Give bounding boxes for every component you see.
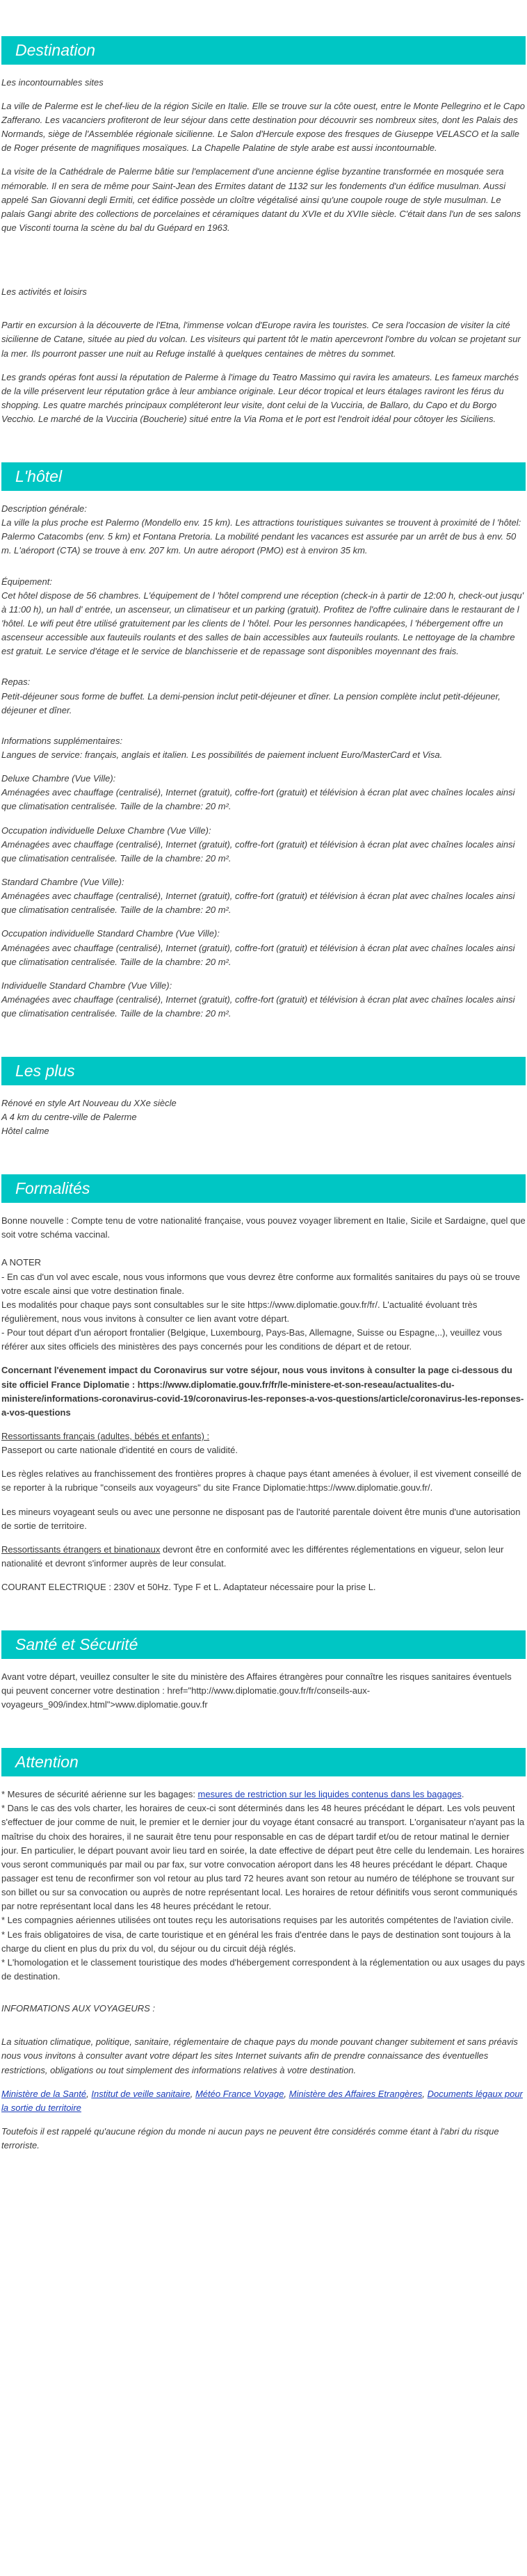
room-name: Occupation individuelle Standard Chambre (Vue Ville): [1, 928, 220, 939]
hotel-equipment-text: Cet hôtel dispose de 56 chambres. L'équipement de l 'hôtel comprend une réception (check-in à partir de 12:00 h, check-out jusqu' à 11:00 h), un hall d' entrée, un ascenseur, un climatiseur et un parking (gratuit). Profitez de l'offre culinaire dans le restaurant de l 'hôtel. Le wifi peut être utilisé gratuitement par les clients de l 'hôtel. Pour les personnes handicapées, l 'hébergement offre un ascenseur accessible aux fauteuils roulants et des salles de bain accessibles aux fauteuils roulants. Le nettoyage de la chambre est gratuit. Le service d'étage et le service de blanchisserie et de repassage sont disponibles moyennant des frais. [1, 590, 524, 657]
sante-text: Avant votre départ, veuillez consulter le site du ministère des Affaires étrangères pour connaître les risques sanitaires éventuels qui peuvent concerner votre destination : href="http://www.diplomatie.gouv.fr/fr/conseils-aux-voyageurs_909/index.html">www.diplomatie.gouv.fr [1, 1671, 512, 1710]
plus-item: Rénové en style Art Nouveau du XXe siècle [1, 1098, 177, 1108]
terrorism-notice: Toutefois il est rappelé qu'aucune région du monde ni aucun pays ne peuvent être considérés comme étant à l'abri du risque terroriste. [1, 2126, 499, 2151]
room-item [1, 875, 526, 917]
note-3: - Pour tout départ d'un aéroport frontalier (Belgique, Luxembourg, Pays-Bas, Allemagne, Suisse ou Espagne,..), veuillez vous référer aux sites officiels des ministères des pays concernés pour les conditions de départ et de retour. [1, 1327, 503, 1352]
room-text: Aménagées avec chauffage (centralisé), Internet (gratuit), coffre-fort (gratuit) et télévision à écran plat avec chaînes locales ainsi que climatisation centralisée. Taille de la chambre: 20 m². [1, 787, 515, 812]
destination-subtitle: Les incontournables sites [1, 76, 104, 88]
bullet-homologation: * L'homologation et le classement touristique des modes d'hébergement correspondent à la réglementation ou aux usages du pays de destination. [1, 1957, 525, 1982]
section-header-sante: Santé et Sécurité [1, 1630, 526, 1659]
electric-current: COURANT ELECTRIQUE : 230V et 50Hz. Type F et L. Adaptateur nécessaire pour la prise L. [1, 1582, 376, 1593]
attention-bullets [1, 1788, 526, 1984]
room-text: Aménagées avec chauffage (centralisé), Internet (gratuit), coffre-fort (gratuit) et télévision à écran plat avec chaînes locales ainsi que climatisation centralisée. Taille de la chambre: 20 m². [1, 994, 515, 1019]
section-header-attention: Attention [1, 1748, 526, 1776]
room-item [1, 979, 526, 1021]
section-header-plus: Les plus [1, 1057, 526, 1085]
hotel-info [1, 734, 526, 762]
hotel-info-text: Langues de service: français, anglais et italien. Les possibilités de paiement incluent Euro/MasterCard et Visa. [1, 750, 443, 760]
bullet-charter: * Dans le cas des vols charter, les horaires de ceux-ci sont déterminés dans les 48 heures précédant le départ. Les vols peuvent s'effectuer de jour comme de nuit, le premier et le dernier jour du voyage étant consacré au transport. L'organisateur n'ayant pas la maîtrise du choix des horaires, il ne saurait être tenu pour responsable en cas de départ tardif et/ou de retour matinal le dernier jour. En particulier, le départ pouvant avoir lieu tard en soirée, la date effective de départ peut être celle du lendemain. Les horaires vous seront communiqués par mail ou par fax, sur votre convocation aéroport dans les 48 heures précédant le départ. Chaque passager est tenu de reconfirmer son vol retour au plus tard 72 heures avant son retour au numéro de téléphone se trouvant sur son billet ou sur sa convocation ou auprès de notre représentant local. Les horaires de retour définitifs vous seront communiqués par notre représentant local dans les 48 heures précédant le retour. [1, 1803, 525, 1912]
french-nationals [1, 1429, 526, 1457]
hotel-description [1, 502, 526, 558]
plus-item: A 4 km du centre-ville de Palerme [1, 1112, 137, 1123]
spacer [1, 245, 526, 285]
room-name: Occupation individuelle Deluxe Chambre (Vue Ville): [1, 825, 211, 836]
formalites-intro: Bonne nouvelle : Compte tenu de votre nationalité française, vous pouvez voyager librement en Italie, Sicile et Sardaigne, quel que soit votre schéma vaccinal. [1, 1215, 526, 1240]
room-name: Standard Chambre (Vue Ville): [1, 876, 124, 887]
activities-paragraph-1: Partir en excursion à la découverte de l'Etna, l'immense volcan d'Europe ravira les touristes. Ce sera l'occasion de visiter la cité sicilienne de Catane, située au pied du volcan. Les visiteurs qui partent tôt le matin apercevront l'ombre du volcan se projetant sur la mer. Ils pourront passer une nuit au Refuge installé à quelques centaines de mètres du sommet. [1, 320, 521, 359]
link-documents-legaux[interactable]: Documents légaux pour la sortie du territoire [1, 2088, 523, 2113]
french-nationals-text: Passeport ou carte nationale d'identité en cours de validité. [1, 1445, 238, 1456]
room-name: Individuelle Standard Chambre (Vue Ville): [1, 980, 172, 991]
room-item [1, 772, 526, 813]
note-1: - En cas d'un vol avec escale, nous vous informons que vous devrez être conforme aux formalités sanitaires du pays où se trouve votre escale ainsi que votre destination finale. [1, 1271, 521, 1296]
bullet-baggage-text: * Mesures de sécurité aérienne sur les bagages: [1, 1789, 198, 1800]
room-item [1, 824, 526, 866]
hotel-info-label: Informations supplémentaires: [1, 735, 123, 746]
travelers-info-text: La situation climatique, politique, sanitaire, réglementaire de chaque pays du monde pouvant changer subitement et sans préavis nous vous invitons à consulter avant votre départ les sites Internet suivants afin de prendre connaissance des éventuelles restrictions, obligations ou tout simplement des informations relatives à votre destination. [1, 2036, 518, 2075]
hotel-equipment-label: Équipement: [1, 576, 52, 587]
note-2: Les modalités pour chaque pays sont consultables sur le site https://www.diplomatie.gouv.fr/fr/. L'actualité évoluant très régulièrement, nous vous invitons à consulter ce lien avant votre départ. [1, 1299, 478, 1325]
hotel-description-label: Description générale: [1, 503, 87, 515]
room-text: Aménagées avec chauffage (centralisé), Internet (gratuit), coffre-fort (gratuit) et télévision à écran plat avec chaînes locales ainsi que climatisation centralisée. Taille de la chambre: 20 m². [1, 839, 515, 864]
hotel-meals-text: Petit-déjeuner sous forme de buffet. La demi-pension inclut petit-déjeuner et dîner. La pension complète inclut petit-déjeuner, déjeuner et dîner. [1, 690, 501, 715]
note-label: A NOTER [1, 1257, 42, 1268]
hotel-description-text: La ville la plus proche est Palermo (Mondello env. 15 km). Les attractions touristiques suivantes se trouvent à proximité de l 'hôtel: Palermo Catacombs (env. 5 km) et Fontana Pretoria. La mobilité pendant les vacances est assurée par un arrêt de bus à env. 50 m. L'aéroport (CTA) se trouve à env. 207 km. Un autre aéroport (PMO) est à environ 35 km. [1, 517, 521, 556]
room-name: Deluxe Chambre (Vue Ville): [1, 773, 116, 784]
travelers-info-title: INFORMATIONS AUX VOYAGEURS : [1, 2003, 156, 2014]
link-affaires-etrangeres[interactable]: Ministère des Affaires Etrangères [289, 2088, 423, 2099]
section-header-hotel: L'hôtel [1, 462, 526, 491]
info-links: Ministère de la Santé, Institut de veille sanitaire, Météo France Voyage, Ministère des Affaires Etrangères, Documents légaux pour la sortie du territoire [1, 2088, 523, 2113]
plus-item: Hôtel calme [1, 1126, 49, 1137]
french-nationals-label: Ressortissants français (adultes, bébés et enfants) : [1, 1431, 210, 1441]
link-ministere-sante[interactable]: Ministère de la Santé [1, 2088, 87, 2099]
bullet-airlines: * Les compagnies aériennes utilisées ont toutes reçu les autorisations requises par les autorités compétentes de l'aviation civile. [1, 1915, 514, 1926]
room-text: Aménagées avec chauffage (centralisé), Internet (gratuit), coffre-fort (gratuit) et télévision à écran plat avec chaînes locales ainsi que climatisation centralisée. Taille de la chambre: 20 m². [1, 942, 515, 967]
link-veille-sanitaire[interactable]: Institut de veille sanitaire [91, 2088, 190, 2099]
plus-list [1, 1096, 526, 1138]
destination-paragraph-2: La visite de la Cathédrale de Palerme bâtie sur l'emplacement d'une ancienne église byzantine transformée en mosquée sera mémorable. Il en sera de même pour Saint-Jean des Ermites datant de 1132 sur les fondements d'un édifice musulman. Aussi appelé San Giovanni degli Ermiti, cet édifice possède un cloître végétalisé ainsi qu'une coupole rouge de style musulman. Le palais Gangi abrite des collections de porcelaines et céramiques datant du XVIe et du XVIIe siècle. C'était dans l'un de ses salons que Visconti tourna la scène du bal du Guépard en 1963. [1, 166, 521, 234]
foreign-nationals-label: Ressortissants étrangers et binationaux [1, 1544, 161, 1555]
hotel-meals [1, 675, 526, 717]
room-text: Aménagées avec chauffage (centralisé), Internet (gratuit), coffre-fort (gratuit) et télévision à écran plat avec chaînes locales ainsi que climatisation centralisée. Taille de la chambre: 20 m². [1, 891, 515, 916]
formalites-note [1, 1256, 526, 1354]
destination-paragraph-1: La ville de Palerme est le chef-lieu de la région Sicile en Italie. Elle se trouve sur la côte ouest, entre le Monte Pellegrino et le Capo Zafferano. Les vacanciers profiteront de leur séjour dans cette destination pour découvrir ses nombreux sites, dont les Palais des Normands, siège de l'Assemblée régionale sicilienne. Le Salon d'Hercule expose des fresques de Giuseppe VELASCO et la salle de Roger présente de magnifiques mosaïques. La Chapelle Palatine de style arabe est aussi incontournable. [1, 100, 525, 154]
hotel-equipment [1, 575, 526, 659]
foreign-nationals [1, 1543, 526, 1571]
hotel-meals-label: Repas: [1, 677, 31, 688]
room-item [1, 927, 526, 969]
activities-title: Les activités et loisirs [1, 286, 87, 298]
foreign-nationals-text: devront être en conformité avec les différentes réglementations en vigueur, selon leur nationalité et devront s'informer auprès de leur consulat. [1, 1544, 504, 1569]
bullet-baggage [1, 1788, 526, 1801]
coronavirus-notice: Concernant l'évenement impact du Coronavirus sur votre séjour, nous vous invitons à consulter la page ci-dessous du site officiel France Diplomatie : https://www.diplomatie.gouv.fr/fr/le-ministere-et-son-reseau/actualites-du-ministere/informations-coronavirus-covid-19/coronavirus-les-reponses-a-vos-questions/article/coronavirus-les-reponses-a-vos-questions [1, 1365, 524, 1418]
link-meteo-france[interactable]: Météo France Voyage [195, 2088, 284, 2099]
bullet-fees: * Les frais obligatoires de visa, de carte touristique et en général les frais d'entrée dans le pays de destination sont toujours à la charge du client en plus du prix du vol, du séjour ou du circuit déjà réglés. [1, 1929, 511, 1954]
liquids-restriction-link[interactable]: mesures de restriction sur les liquides contenus dans les bagages [197, 1789, 462, 1800]
section-header-formalites: Formalités [1, 1174, 526, 1203]
section-header-destination: Destination [1, 36, 526, 65]
activities-paragraph-2: Les grands opéras font aussi la réputation de Palerme à l'image du Teatro Massimo qui ravira les amateurs. Les fameux marchés de la ville préservent leur réputation grâce à leur ambiance originale. Leur décor tropical et leurs étalages raviront les férus du shopping. Les quatre marchés principaux compléteront leur visite, dont celui de la Vucciria, de Ballaro, du Capo et du Borgo Vecchio. Le marché de la Vucciria (Boucherie) situé entre la Via Roma et le port est l'endroit idéal pour côtoyer les Siciliens. [1, 371, 519, 425]
bullet-baggage-end: . [461, 1789, 464, 1800]
border-rules: Les règles relatives au franchissement des frontières propres à chaque pays étant amenées à évoluer, il est vivement conseillé de se reporter à la rubrique "conseils aux voyageurs" du site France Diplomatie:https://www.diplomatie.gouv.fr/. [1, 1468, 521, 1493]
minors-notice: Les mineurs voyageant seuls ou avec une personne ne disposant pas de l'autorité parentale doivent être munis d'une autorisation de sortie de territoire. [1, 1506, 521, 1531]
